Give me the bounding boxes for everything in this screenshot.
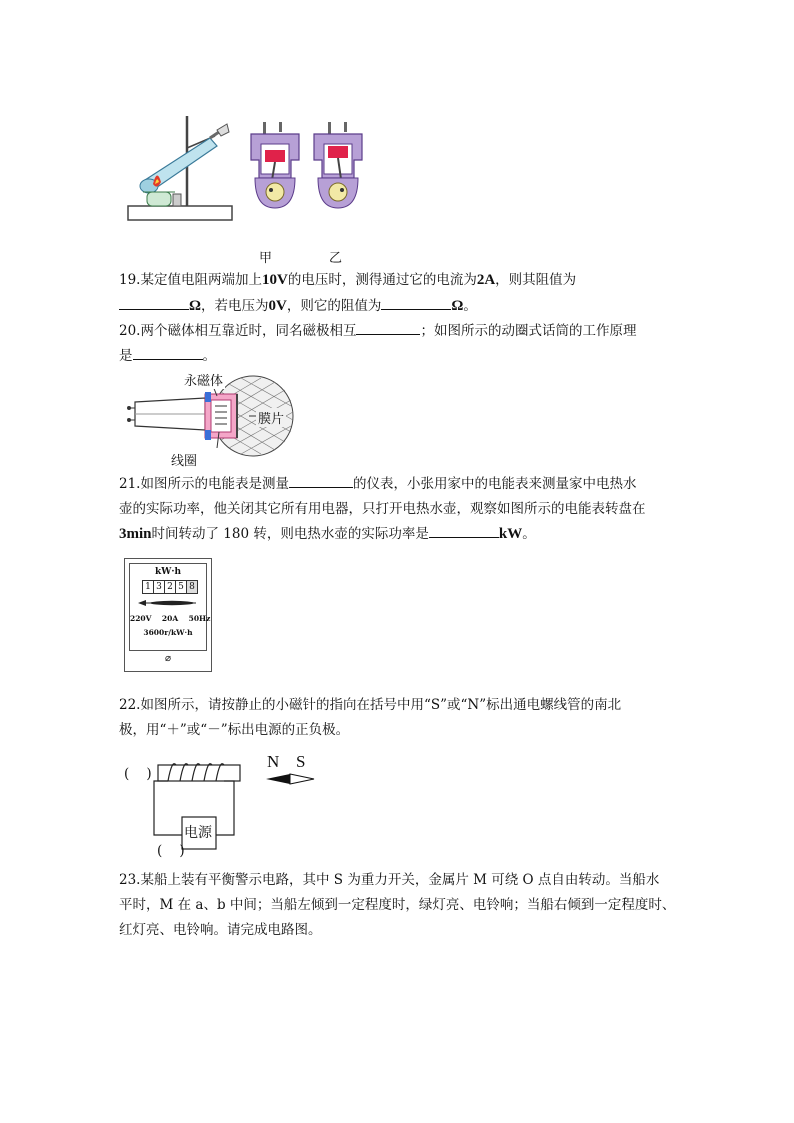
- compass-s-label: S: [296, 752, 306, 771]
- question-number: 23.: [119, 872, 141, 888]
- answer-blank[interactable]: [381, 293, 451, 310]
- meter-face: [129, 563, 211, 651]
- meter-unit: kW·h: [154, 567, 182, 577]
- meter-spec: 220V 20A 50Hz: [130, 614, 211, 623]
- meter-digit-decimal: 8: [187, 580, 198, 594]
- lab-apparatus-figure: [125, 110, 235, 225]
- question-number: 21.: [119, 476, 141, 492]
- figure-label-yi: 乙: [329, 251, 343, 266]
- question-20-line2: 是 。: [119, 343, 216, 369]
- power-source-label: 电源: [184, 825, 212, 841]
- figure-label-jia: 甲: [259, 251, 273, 266]
- answer-blank[interactable]: [289, 471, 353, 488]
- question-23-line1: 23.某船上装有平衡警示电路，其中 S 为重力开关，金属片 M 可绕 O 点自由转动。当船水: [119, 872, 660, 888]
- solenoid-left-bracket[interactable]: ( ): [124, 766, 152, 782]
- compass-n-label: N: [267, 752, 280, 771]
- meter-digit: 1: [142, 580, 154, 594]
- answer-blank[interactable]: [119, 293, 189, 310]
- time-value: 3min: [119, 526, 152, 542]
- answer-blank[interactable]: [429, 521, 499, 538]
- voltage-value: 10V: [261, 272, 288, 288]
- compass-needle-icon: [264, 773, 316, 785]
- answer-blank[interactable]: [356, 318, 420, 335]
- meter-digit: 5: [176, 580, 187, 594]
- label-permanent-magnet: 永磁体: [182, 370, 225, 389]
- current-value: 2A: [476, 272, 496, 288]
- question-19-line1: 19.某定值电阻两端加上10V的电压时，测得通过它的电流为2A，则其阻值为: [119, 272, 577, 288]
- label-coil: 线圈: [171, 454, 198, 469]
- question-22-line1: 22.如图所示，请按静止的小磁针的指向在括号中用“S”或“N”标出通电螺线管的南北: [119, 697, 622, 713]
- answer-blank[interactable]: [133, 343, 203, 360]
- question-number: 20.: [119, 323, 141, 339]
- engine-diagram-yi: [308, 120, 368, 212]
- meter-disc-arrow-icon: [136, 598, 200, 608]
- question-20-line1: 20.两个磁体相互靠近时，同名磁极相互 ；如图所示的动圈式话筒的工作原理: [119, 318, 636, 344]
- meter-rate: 3600r/kW·h: [143, 628, 193, 637]
- meter-digits: [142, 580, 198, 594]
- power-bottom-bracket[interactable]: ( ): [157, 843, 185, 859]
- question-22-line2: 极，用“＋”或“－”标出电源的正负极。: [119, 722, 350, 738]
- engine-diagram-jia: [245, 120, 305, 212]
- question-21-line3: 3min时间转动了 180 转，则电热水壶的实际功率是 kW。: [119, 521, 536, 547]
- electric-meter: [124, 558, 212, 672]
- question-19-line2: Ω，若电压为0V，则它的阻值为 Ω。: [119, 293, 477, 319]
- question-21-line2: 壶的实际功率，他关闭其它所有用电器，只打开电热水壶，观察如图所示的电能表转盘在: [119, 501, 646, 517]
- question-21-line1: 21.如图所示的电能表是测量 的仪表，小张用家中的电能表来测量家中电热水: [119, 471, 636, 497]
- voltage-value-2: 0V: [268, 298, 287, 314]
- meter-digit: 3: [154, 580, 165, 594]
- label-membrane: 膜片: [256, 408, 286, 427]
- question-number: 19.: [119, 272, 141, 288]
- question-23-line2: 平时，M 在 a、b 中间；当船左倾到一定程度时，绿灯亮、电铃响；当船右倾到一定程度时、: [119, 897, 676, 913]
- meter-terminal-icon: ⌀: [164, 653, 172, 664]
- meter-digit: 2: [165, 580, 176, 594]
- question-number: 22.: [119, 697, 141, 713]
- question-23-line3: 红灯亮、电铃响。请完成电路图。: [119, 922, 322, 938]
